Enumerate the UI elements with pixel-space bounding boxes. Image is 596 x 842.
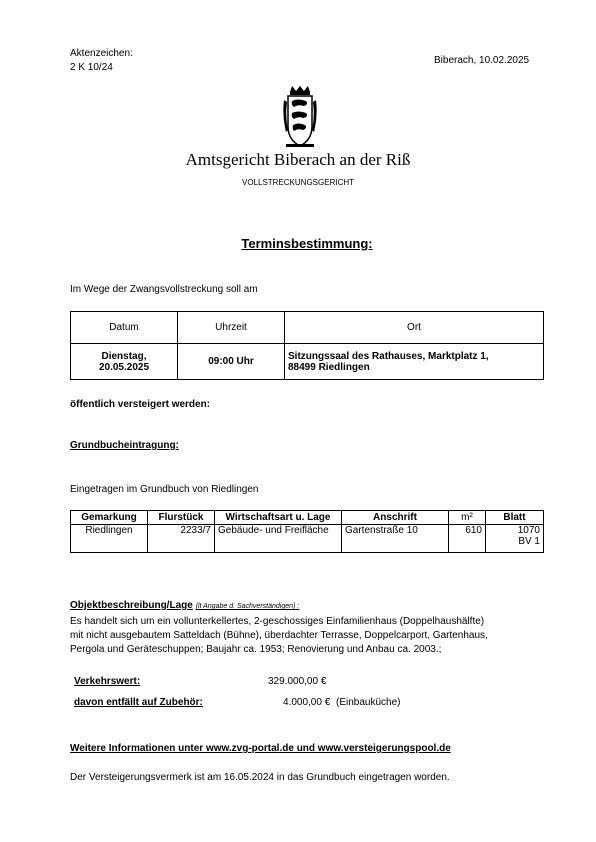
place-date: Biberach, 10.02.2025 [434,55,530,66]
gb-header-m2: m² [449,511,486,525]
gb-flurstueck: 2233/7 [148,525,215,553]
termin-table [70,311,544,380]
termin-header-ort: Ort [285,312,544,344]
termin-ort-line1: Sitzungssaal des Rathauses, Marktplatz 1, [288,350,489,362]
footer-text: Der Versteigerungsvermerk ist am 16.05.2024 in das Grundbuch eingetragen worden. [70,772,450,783]
aktenzeichen-value: 2 K 10/24 [70,62,113,73]
gb-wirtschaftsart: Gebäude- und Freifläche [215,525,342,553]
intro-text: Im Wege der Zwangsvollstreckung soll am [70,284,258,295]
page-title: Terminsbestimmung: [241,236,373,251]
objekt-line3: Pergola und Geräteschuppen; Baujahr ca. 1953; Renovierung und Anbau ca. 2003.; [70,644,442,655]
objekt-line2: mit nicht ausgebautem Satteldach (Bühne), überdachter Terrasse, Doppelcarport, Gartenhaus, [70,630,488,641]
termin-header-datum: Datum [71,312,178,344]
objekt-heading: Objektbeschreibung/Lage [70,600,193,611]
aktenzeichen-label: Aktenzeichen: [70,48,133,59]
gb-header-blatt: Blatt [486,511,544,525]
verkehrswert-value: 329.000,00 € [268,676,327,687]
versteigert-text: öffentlich versteigert werden: [70,399,211,410]
zubehoer-label: davon entfällt auf Zubehör: [74,697,203,708]
court-subtitle: VOLLSTRECKUNGSGERICHT [241,178,355,187]
coat-of-arms-icon [282,86,318,148]
termin-datum-line2: 20.05.2025 [98,361,150,373]
objekt-description [70,615,488,657]
gb-header-gemarkung: Gemarkung [71,511,148,525]
gb-blatt [486,525,544,553]
termin-uhrzeit: 09:00 Uhr [178,344,285,380]
termin-datum [71,344,178,380]
objekt-heading-row [70,600,299,611]
gb-anschrift: Gartenstraße 10 [342,525,449,553]
court-name: Amtsgericht Biberach an der Riß [185,150,411,169]
info-links: Weitere Informationen unter www.zvg-portal.de und www.versteigerungspool.de [70,743,451,754]
grundbuch-text: Eingetragen im Grundbuch von Riedlingen [70,484,259,495]
grundbuch-heading: Grundbucheintragung: [70,440,179,451]
gb-header-wirtschaftsart: Wirtschaftsart u. Lage [215,511,342,525]
grundbuch-table [70,510,544,553]
objekt-note: (lt Angabe d. Sachverständigen) : [195,603,300,610]
zubehoer-value: 4.000,00 € [283,697,331,708]
gb-gemarkung: Riedlingen [71,525,148,553]
termin-ort-line2: 88499 Riedlingen [288,361,370,373]
gb-header-flurstueck: Flurstück [148,511,215,525]
gb-header-anschrift: Anschrift [342,511,449,525]
termin-datum-line1: Dienstag, [101,350,147,362]
gb-m2: 610 [449,525,486,553]
gb-blatt-line2: BV 1 [518,536,540,547]
gb-blatt-line1: 1070 [517,525,540,536]
termin-ort [285,344,544,380]
verkehrswert-label: Verkehrswert: [74,676,141,687]
objekt-line1: Es handelt sich um ein vollunterkellertes, 2-geschossiges Einfamilienhaus (Doppelhaushälfte) [70,616,485,627]
termin-header-uhrzeit: Uhrzeit [178,312,285,344]
zubehoer-note: (Einbauküche) [336,697,401,708]
